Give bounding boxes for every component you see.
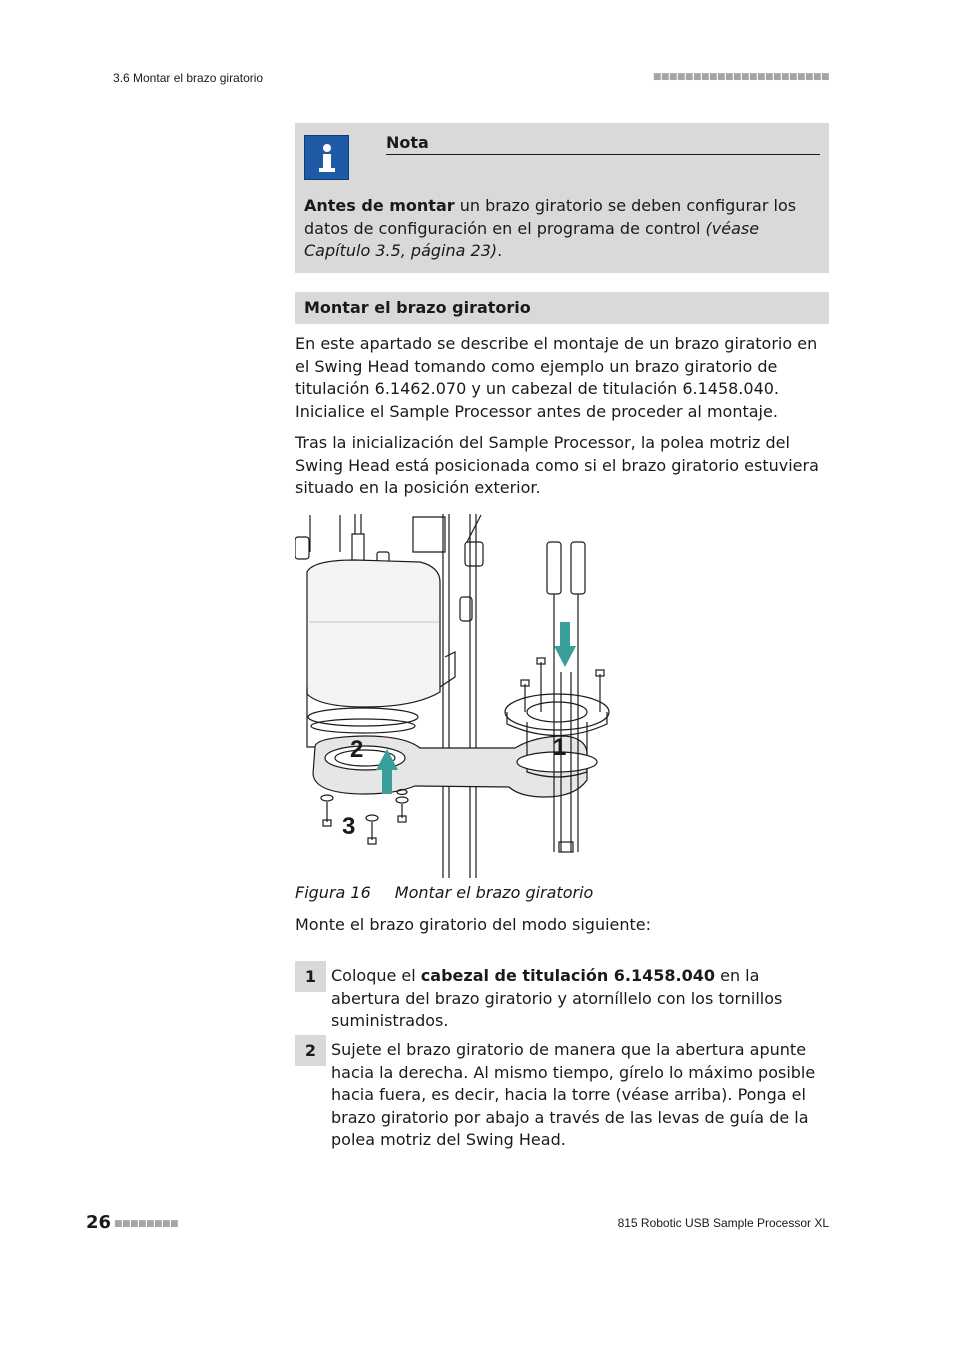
- note-end: .: [497, 241, 503, 260]
- swing-arm-mounting-figure: [295, 512, 625, 878]
- section-title: Montar el brazo giratorio: [304, 298, 531, 317]
- note-bold-lead: Antes de montar: [304, 196, 455, 215]
- arrow-down-icon: [554, 622, 576, 667]
- note-body: un brazo giratorio se deben configurar los datos de configuración en el programa de control: [304, 196, 797, 238]
- info-icon: [304, 135, 349, 180]
- step-1-post: en la abertura del brazo giratorio y atorníllelo con los tornillos suministrados.: [331, 966, 783, 1030]
- step-1-pre: Coloque el: [331, 966, 421, 985]
- page-number: 26: [86, 1212, 112, 1233]
- note-title: Nota: [386, 133, 820, 155]
- running-header-section: 3.6 Montar el brazo giratorio: [113, 71, 264, 85]
- figure-label-1: 1: [553, 734, 567, 761]
- step-1-bold: cabezal de titulación 6.1458.040: [420, 966, 716, 985]
- step-number-1: 1: [295, 961, 326, 992]
- note-text: [304, 195, 819, 263]
- caption-text: Montar el brazo giratorio: [394, 883, 594, 902]
- footer-decoration-dots: ■■■■■■■■: [114, 1219, 179, 1229]
- steps-intro: Monte el brazo giratorio del modo siguiente:: [295, 915, 652, 934]
- step-text-1: [331, 965, 831, 1033]
- caption-number: Figura 16: [295, 883, 371, 902]
- note-cross-reference[interactable]: (véase Capítulo 3.5, página 23): [304, 218, 760, 260]
- step-text-2: Sujete el brazo giratorio de manera que la abertura apunte hacia la derecha. Al mismo tiempo, gírelo lo máximo posible hacia fuera, es decir, hacia la torre (véase arriba). Ponga el brazo giratorio por abajo a través de las levas de guía de la polea motriz del Swing Head.: [331, 1040, 816, 1149]
- step-number-2: 2: [295, 1035, 326, 1066]
- footer-product-name: 815 Robotic USB Sample Processor XL: [617, 1216, 829, 1230]
- header-decoration-dots: ■■■■■■■■■■■■■■■■■■■■■■: [652, 72, 829, 82]
- figure-caption: [295, 883, 593, 902]
- paragraph-description: En este apartado se describe el montaje de un brazo giratorio en el Swing Head tomando como ejemplo un brazo giratorio de titulación 6.1462.070 y un cabezal de titulación 6.1458.040. Inicialice el Sample Processor antes de proceder al montaje.: [295, 334, 818, 421]
- figure-label-2: 2: [350, 736, 364, 763]
- paragraph-initialization: Tras la inicialización del Sample Processor, la polea motriz del Swing Head está posicionada como si el brazo giratorio estuviera situado en la posición exterior.: [295, 433, 819, 497]
- figure-label-3: 3: [342, 813, 356, 840]
